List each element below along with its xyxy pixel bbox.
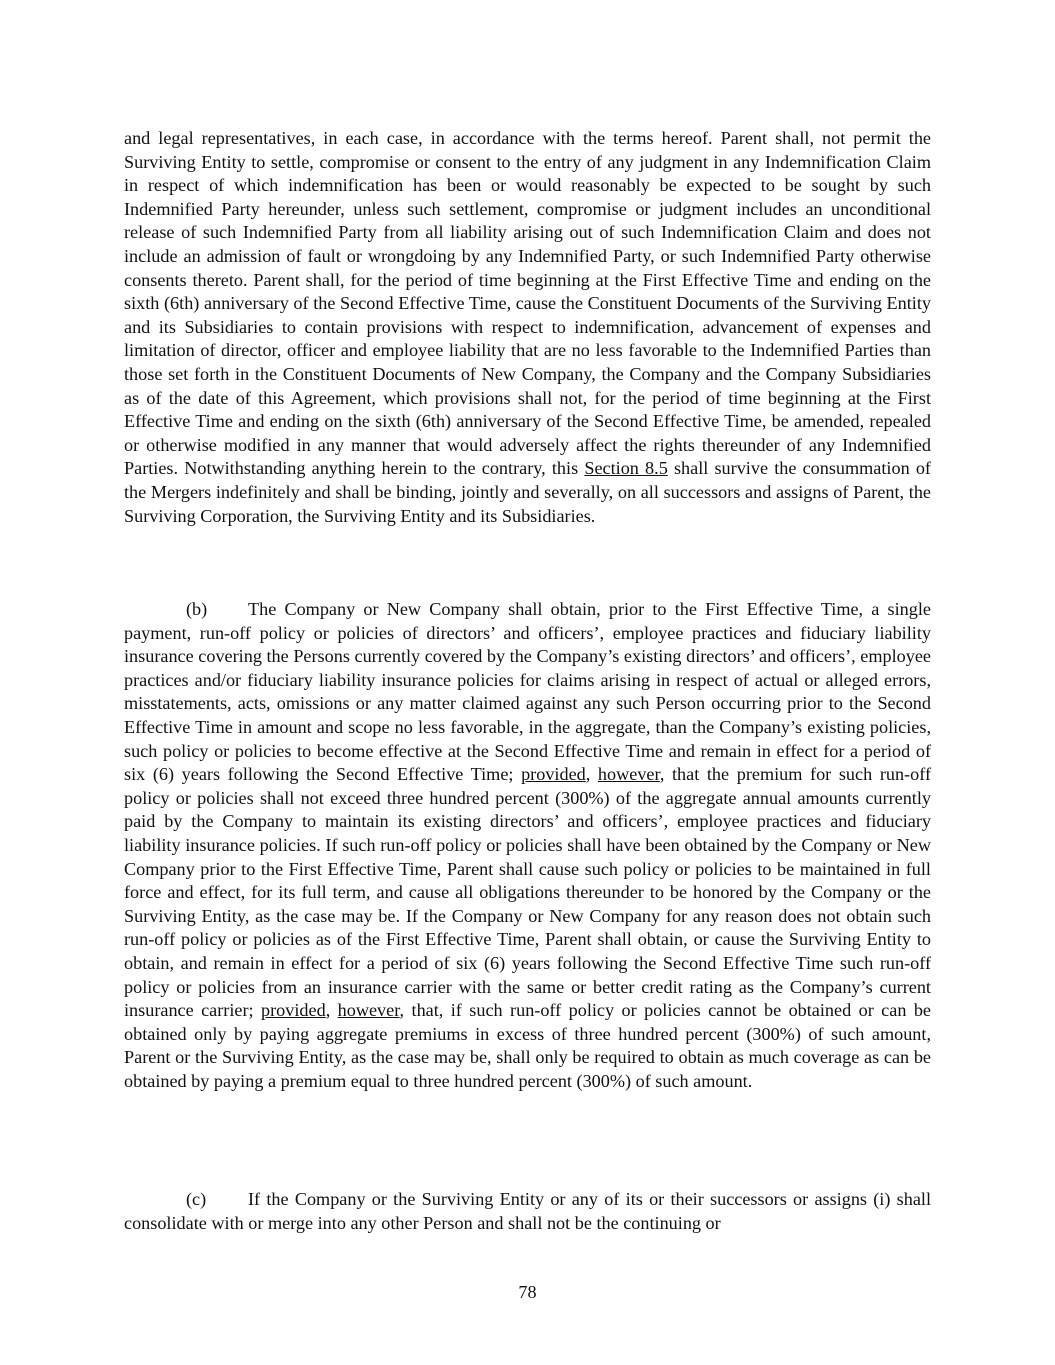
paragraph-a [124,127,931,528]
paragraph-b-text-3: , that, if such run-off policy or policies cannot be obtained or can be obtained only by paying aggregate premiums in excess of three hundred percent (300%) of such amount, Parent or the Surviving Entity, as the case may be, shall only be required to obtain as much coverage as can be obtained by paying a premium equal to three hundred percent (300%) of such amount. [124,1000,932,1091]
comma-separator: , [585,764,598,785]
however-term: however [337,1000,400,1021]
paragraph-a-text-1: and legal representatives, in each case, in accordance with the terms hereof. Parent shall, not permit the Surviving Entity to settle, compromise or consent to the entry of any judgment in any Indemnification Claim in respect of which indemnification has been or would reasonably be expected to be sought by such Indemnified Party hereunder, unless such settlement, compromise or judgment includes an unconditional release of such Indemnified Party from all liability arising out of such Indemnification Claim and does not include an admission of fault or wrongdoing by any Indemnified Party, or such Indemnified Party otherwise consents thereto. Parent shall, for the period of time beginning at the First Effective Time and ending on the sixth (6th) anniversary of the Second Effective Time, cause the Constituent Documents of the Surviving Entity and its Subsidiaries to contain provisions with respect to indemnification, advancement of expenses and limitation of director, officer and employee liability that are no less favorable to the Indemnified Parties than those set forth in the Constituent Documents of New Company, the Company and the Company Subsidiaries as of the date of this Agreement, which provisions shall not, for the period of time beginning at the First Effective Time and ending on the sixth (6th) anniversary of the Second Effective Time, be amended, repealed or otherwise modified in any manner that would adversely affect the rights thereunder of any Indemnified Parties. Notwithstanding anything herein to the contrary, this [124,128,931,479]
provided-term: provided [261,1000,326,1021]
comma-separator: , [325,1000,338,1021]
page-number: 78 [518,1282,537,1302]
however-term: however [597,764,660,785]
paragraph-c-text-1: If the Company or the Surviving Entity or any of its or their successors or assigns (i) shall consolidate with or merge into any other Person and shall not be the continuing or [124,1189,931,1233]
paragraph-b [124,598,931,1093]
paragraph-c [124,1188,931,1235]
paragraph-b-label: (b) [186,599,208,619]
provided-term: provided [521,764,586,785]
paragraph-b-text-1: The Company or New Company shall obtain, prior to the First Effective Time, a single payment, run-off policy or policies of directors’ and officers’, employee practices and fiduciary liability insurance covering the Persons currently covered by the Company’s existing directors’ and officers’, employee practices and/or fiduciary liability insurance policies for claims arising in respect of actual or alleged errors, misstatements, acts, omissions or any matter claimed against any such Person occurring prior to the Second Effective Time in amount and scope no less favorable, in the aggregate, than the Company’s existing policies, such policy or policies to become effective at the Second Effective Time and remain in effect for a period of six (6) years following the Second Effective Time; [124,599,931,785]
paragraph-c-label: (c) [186,1189,207,1209]
paragraph-b-text-2: , that the premium for such run-off policy or policies shall not exceed three hundred percent (300%) of the aggregate annual amounts currently paid by the Company to maintain its existing directors’ and officers’, employee practices and fiduciary liability insurance policies. If such run-off policy or policies shall have been obtained by the Company or New Company prior to the First Effective Time, Parent shall cause such policy or policies to be maintained in full force and effect, for its full term, and cause all obligations thereunder to be honored by the Company or the Surviving Entity, as the case may be. If the Company or New Company for any reason does not obtain such run-off policy or policies as of the First Effective Time, Parent shall obtain, or cause the Surviving Entity to obtain, and remain in effect for a period of six (6) years following the Second Effective Time such run-off policy or policies from an insurance carrier with the same or better credit rating as the Company’s current insurance carrier; [124,764,931,1021]
paragraph-a-text-2: shall survive the consummation of the Mergers indefinitely and shall be binding, jointly and severally, on all successors and assigns of Parent, the Surviving Corporation, the Surviving Entity and its Subsidiaries. [124,458,931,526]
section-reference: Section 8.5 [584,458,668,479]
